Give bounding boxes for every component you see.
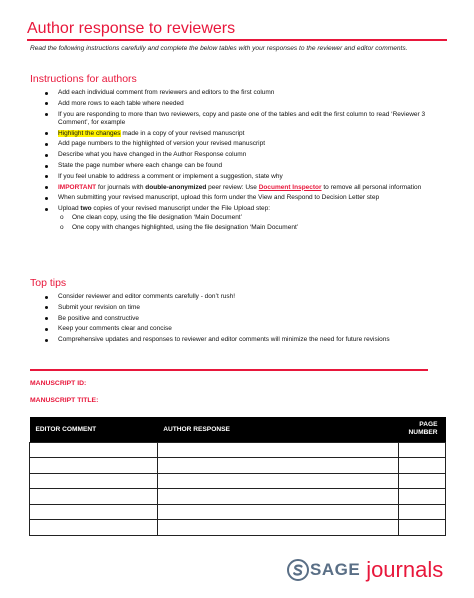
column-header-page-number: PAGE NUMBER bbox=[399, 417, 446, 442]
author-response-cell[interactable] bbox=[157, 458, 398, 474]
list-item: Upload two copies of your revised manuscript under the File Upload step: o One clean copy, using the file designation ‘Main Document’ o One copy with changes highlighted, using the file designation ‘Main Document’ bbox=[43, 205, 448, 232]
list-item: If you feel unable to address a comment or implement a suggestion, state why bbox=[43, 173, 448, 181]
highlighted-text: Highlight the changes bbox=[58, 129, 121, 137]
manuscript-title-label: MANUSCRIPT TITLE: bbox=[30, 397, 99, 404]
sage-circle-icon bbox=[287, 559, 309, 581]
bullet-icon bbox=[45, 339, 48, 342]
list-item: Describe what you have changed in the Author Response column bbox=[43, 151, 448, 159]
page-number-cell[interactable] bbox=[399, 473, 446, 489]
bullet-icon bbox=[45, 306, 48, 309]
editor-comment-cell[interactable] bbox=[30, 442, 158, 458]
editor-comment-cell[interactable] bbox=[30, 504, 158, 520]
bullet-icon bbox=[45, 328, 48, 331]
table-row bbox=[30, 473, 446, 489]
list-item: Add each individual comment from reviewers and editors to the first column bbox=[43, 89, 448, 97]
list-item: Consider reviewer and editor comments carefully - don’t rush! bbox=[43, 293, 448, 301]
bullet-icon bbox=[45, 143, 48, 146]
instructions-list bbox=[43, 89, 448, 234]
response-table bbox=[29, 417, 446, 536]
list-item: Keep your comments clear and concise bbox=[43, 325, 448, 333]
table-row bbox=[30, 504, 446, 520]
bullet-icon bbox=[45, 113, 48, 116]
list-item: Comprehensive updates and responses to reviewer and editor comments will minimize the need for future revisions bbox=[43, 336, 448, 344]
page-title: Author response to reviewers bbox=[27, 20, 236, 37]
sage-journals-logo bbox=[287, 556, 443, 584]
list-item: Add page numbers to the highlighted of version your revised manuscript bbox=[43, 140, 448, 148]
circle-bullet-icon: o bbox=[60, 223, 64, 231]
table-row bbox=[30, 442, 446, 458]
page-number-cell[interactable] bbox=[399, 489, 446, 505]
list-item: State the page number where each change can be found bbox=[43, 162, 448, 170]
sub-list-item: o One copy with changes highlighted, using the file designation ‘Main Document’ bbox=[60, 223, 299, 231]
editor-comment-cell[interactable] bbox=[30, 473, 158, 489]
instructions-heading: Instructions for authors bbox=[30, 73, 137, 85]
column-header-author-response: AUTHOR RESPONSE bbox=[157, 417, 398, 442]
list-item: IMPORTANT for journals with double-anonymized peer review: Use Document Inspector to remove all personal information bbox=[43, 184, 448, 192]
bullet-icon bbox=[45, 197, 48, 200]
logo-brand-text: SAGE bbox=[310, 560, 361, 579]
page-number-cell[interactable] bbox=[399, 458, 446, 474]
author-response-cell[interactable] bbox=[157, 520, 398, 536]
bullet-icon bbox=[45, 132, 48, 135]
bullet-icon bbox=[45, 154, 48, 157]
logo-product-text: journals bbox=[366, 557, 444, 582]
list-item: Be positive and constructive bbox=[43, 315, 448, 323]
list-item: When submitting your revised manuscript, upload this form under the View and Respond to Decision Letter step bbox=[43, 194, 448, 202]
bullet-icon bbox=[45, 208, 48, 211]
intro-text: Read the following instructions carefully and complete the below tables with your responses to the reviewer and editor comments. bbox=[30, 45, 408, 52]
table-header-row bbox=[30, 417, 446, 442]
bullet-icon bbox=[45, 165, 48, 168]
editor-comment-cell[interactable] bbox=[30, 458, 158, 474]
table-row bbox=[30, 489, 446, 505]
tips-heading: Top tips bbox=[30, 277, 67, 289]
bullet-icon bbox=[45, 296, 48, 299]
important-label: IMPORTANT bbox=[58, 183, 97, 191]
sub-list-item: o One clean copy, using the file designation ‘Main Document’ bbox=[60, 214, 243, 222]
upload-sublist bbox=[58, 214, 448, 231]
author-response-cell[interactable] bbox=[157, 504, 398, 520]
bullet-icon bbox=[45, 317, 48, 320]
editor-comment-cell[interactable] bbox=[30, 520, 158, 536]
bullet-icon bbox=[45, 175, 48, 178]
column-header-editor-comment: EDITOR COMMENT bbox=[30, 417, 158, 442]
editor-comment-cell[interactable] bbox=[30, 489, 158, 505]
table-row bbox=[30, 520, 446, 536]
page-number-cell[interactable] bbox=[399, 520, 446, 536]
bullet-icon bbox=[45, 186, 48, 189]
document-inspector-link[interactable]: Document Inspector bbox=[258, 183, 322, 191]
list-item: Add more rows to each table where needed bbox=[43, 100, 448, 108]
title-divider bbox=[27, 39, 447, 41]
manuscript-id-label: MANUSCRIPT ID: bbox=[30, 380, 87, 387]
circle-bullet-icon: o bbox=[60, 214, 64, 222]
author-response-cell[interactable] bbox=[157, 473, 398, 489]
author-response-cell[interactable] bbox=[157, 442, 398, 458]
table-row bbox=[30, 458, 446, 474]
list-item: Highlight the changes made in a copy of your revised manuscript bbox=[43, 130, 448, 138]
tips-list bbox=[43, 293, 448, 347]
bullet-icon bbox=[45, 92, 48, 95]
page-number-cell[interactable] bbox=[399, 504, 446, 520]
page-number-cell[interactable] bbox=[399, 442, 446, 458]
bullet-icon bbox=[45, 102, 48, 105]
list-item: Submit your revision on time bbox=[43, 304, 448, 312]
section-divider bbox=[30, 369, 428, 371]
list-item: If you are responding to more than two reviewers, copy and paste one of the tables and edit the first column to read ‘Reviewer 3 Comment’, for example bbox=[43, 111, 448, 127]
author-response-cell[interactable] bbox=[157, 489, 398, 505]
